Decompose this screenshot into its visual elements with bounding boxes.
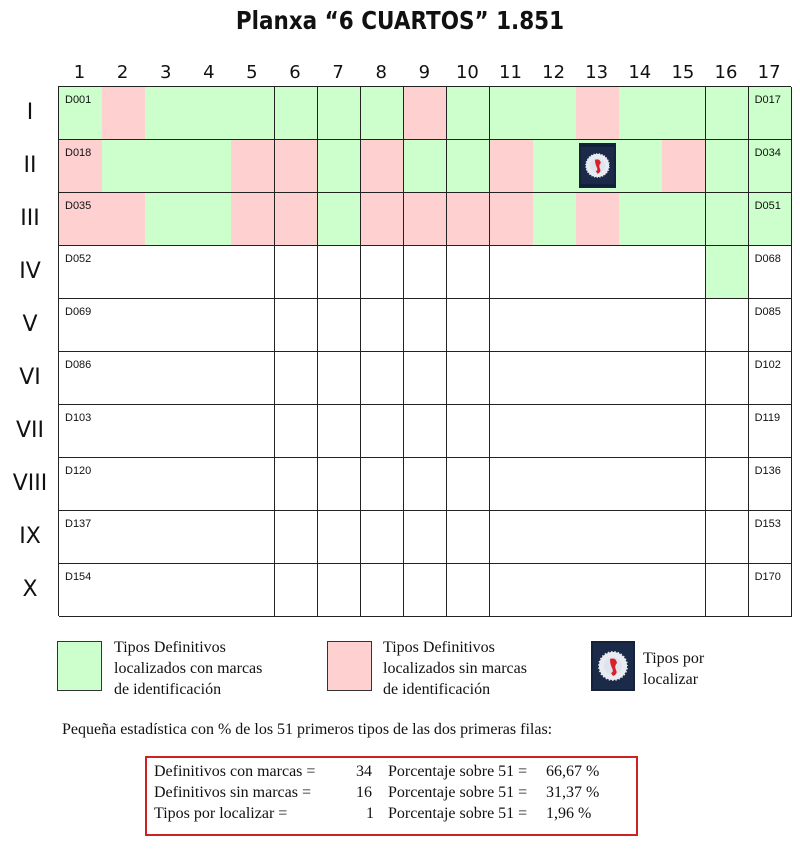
row-last-code: D017 — [754, 94, 781, 106]
grid-cell — [576, 87, 620, 140]
column-number: 9 — [418, 62, 431, 83]
row-first-code: D001 — [65, 94, 92, 106]
grid-cell — [145, 299, 189, 352]
page-title: Planxa “6 CUARTOS” 1.851 — [235, 6, 565, 35]
row-last-code: D170 — [754, 571, 781, 583]
grid-cell — [662, 246, 706, 299]
grid-cell — [576, 140, 620, 193]
grid-cell — [188, 193, 232, 246]
grid-cell — [188, 458, 232, 511]
grid-cell — [102, 564, 146, 617]
row-last-code: D085 — [754, 306, 781, 318]
grid-cell — [576, 405, 620, 458]
grid-cell — [576, 564, 620, 617]
grid-cell — [662, 193, 706, 246]
grid-cell — [533, 352, 577, 405]
grid-cell — [59, 87, 103, 140]
stats-count: 1 — [366, 805, 374, 822]
legend-pink-line2: localizados sin marcas — [383, 660, 527, 677]
grid-cell — [59, 511, 103, 564]
legend-green-text — [114, 637, 262, 700]
grid-cell — [102, 458, 146, 511]
column-number: 13 — [585, 62, 609, 83]
grid-cell — [490, 246, 534, 299]
grid-cell — [706, 564, 750, 617]
grid-cell — [275, 246, 319, 299]
column-number: 4 — [203, 62, 215, 83]
grid-cell — [318, 193, 362, 246]
grid-cell — [490, 352, 534, 405]
grid-cell — [533, 511, 577, 564]
grid-cell — [102, 140, 146, 193]
grid-cell — [231, 299, 275, 352]
grid-cell — [533, 246, 577, 299]
grid-cell — [59, 352, 103, 405]
legend-green-line3: de identificación — [114, 681, 222, 698]
grid-cell — [447, 352, 491, 405]
grid-cell — [231, 564, 275, 617]
grid-cell — [749, 140, 793, 193]
grid-cell — [275, 299, 319, 352]
grid-cell — [490, 299, 534, 352]
legend-green-line2: localizados con marcas — [114, 660, 263, 677]
grid-cell — [706, 458, 750, 511]
grid-cell — [706, 193, 750, 246]
column-number: 1 — [73, 62, 86, 83]
grid-cell — [318, 87, 362, 140]
row-last-code: D102 — [754, 359, 781, 371]
stats-box — [145, 756, 638, 836]
row-last-code: D034 — [754, 147, 781, 159]
grid-cell — [275, 87, 319, 140]
row-last-code: D051 — [754, 200, 781, 212]
grid-cell — [619, 564, 663, 617]
grid-cell — [275, 564, 319, 617]
grid-cell — [662, 511, 706, 564]
grid-cell — [102, 511, 146, 564]
grid-cell — [102, 405, 146, 458]
grid-cell — [404, 140, 448, 193]
grid-cell — [231, 511, 275, 564]
grid-cell — [706, 246, 750, 299]
grid-cell — [576, 193, 620, 246]
column-number: 3 — [159, 62, 172, 83]
grid-cell — [749, 405, 793, 458]
grid-cell — [318, 299, 362, 352]
column-number: 15 — [671, 62, 695, 83]
grid-cell — [231, 352, 275, 405]
grid-cell — [490, 405, 534, 458]
row-first-code: D154 — [65, 571, 92, 583]
grid-cell — [59, 140, 103, 193]
grid-cell — [275, 352, 319, 405]
grid-cell — [361, 299, 405, 352]
grid-cell — [533, 458, 577, 511]
grid-cell — [361, 405, 405, 458]
grid-cell — [318, 458, 362, 511]
row-last-code: D153 — [754, 518, 781, 530]
grid-cell — [447, 246, 491, 299]
grid-cell — [275, 140, 319, 193]
grid-cell — [576, 511, 620, 564]
grid-cell — [145, 87, 189, 140]
grid-cell — [404, 299, 448, 352]
column-number: 10 — [455, 62, 479, 83]
grid-cell — [318, 352, 362, 405]
grid-cell — [619, 458, 663, 511]
grid-cell — [404, 87, 448, 140]
grid-cell — [619, 87, 663, 140]
grid-cell — [361, 193, 405, 246]
grid-cell — [145, 193, 189, 246]
stats-pct-label: Porcentaje sobre 51 = — [388, 784, 528, 801]
grid-cell — [706, 299, 750, 352]
grid-cell — [749, 299, 793, 352]
grid-cell — [59, 564, 103, 617]
grid-cell — [490, 511, 534, 564]
row-label: IV — [19, 259, 41, 284]
grid-cell — [447, 299, 491, 352]
row-last-code: D136 — [754, 465, 781, 477]
grid-cell — [102, 299, 146, 352]
grid-cell — [749, 458, 793, 511]
grid-cell — [749, 564, 793, 617]
grid-cell — [188, 87, 232, 140]
stats-pct-label: Porcentaje sobre 51 = — [388, 805, 528, 822]
grid-cell — [361, 352, 405, 405]
grid-cell — [404, 352, 448, 405]
stats-pct-label: Porcentaje sobre 51 = — [388, 763, 528, 780]
grid-cell — [231, 193, 275, 246]
stats-pct: 1,96 % — [546, 805, 592, 822]
grid-cell — [59, 458, 103, 511]
grid-cell — [102, 352, 146, 405]
row-first-code: D069 — [65, 306, 92, 318]
column-number: 5 — [246, 62, 258, 83]
planxa-grid — [58, 86, 791, 616]
row-last-code: D119 — [754, 412, 781, 424]
grid-cell — [361, 140, 405, 193]
row-first-code: D086 — [65, 359, 92, 371]
grid-cell — [404, 458, 448, 511]
grid-cell — [490, 140, 534, 193]
row-label: VIII — [12, 471, 48, 496]
column-number: 2 — [116, 62, 129, 83]
grid-cell — [275, 193, 319, 246]
grid-cell — [447, 458, 491, 511]
stats-label: Tipos por localizar = — [154, 805, 288, 822]
legend-pink-line1: Tipos Definitivos — [383, 639, 495, 656]
column-number: 6 — [289, 62, 301, 83]
row-label: IX — [19, 524, 41, 549]
grid-cell — [404, 511, 448, 564]
grid-cell — [404, 193, 448, 246]
stats-label: Definitivos sin marcas = — [154, 784, 311, 801]
grid-cell — [662, 405, 706, 458]
grid-cell — [404, 246, 448, 299]
column-number: 16 — [714, 62, 738, 83]
grid-cell — [231, 458, 275, 511]
grid-cell — [662, 140, 706, 193]
row-first-code: D137 — [65, 518, 92, 530]
grid-cell — [275, 511, 319, 564]
legend-pink-line3: de identificación — [383, 681, 491, 698]
grid-cell — [145, 352, 189, 405]
grid-cell — [490, 564, 534, 617]
grid-cell — [318, 511, 362, 564]
grid-cell — [447, 87, 491, 140]
grid-cell — [188, 140, 232, 193]
grid-cell — [706, 140, 750, 193]
grid-cell — [404, 564, 448, 617]
grid-cell — [318, 246, 362, 299]
grid-cell — [275, 458, 319, 511]
row-label: V — [22, 312, 38, 337]
grid-cell — [59, 193, 103, 246]
column-number: 8 — [375, 62, 387, 83]
grid-cell — [447, 140, 491, 193]
grid-cell — [145, 140, 189, 193]
stats-pct: 66,67 % — [546, 763, 600, 780]
row-label: X — [22, 577, 38, 602]
column-number: 14 — [628, 62, 652, 83]
grid-cell — [533, 193, 577, 246]
grid-cell — [533, 299, 577, 352]
grid-cell — [145, 511, 189, 564]
grid-cell — [662, 564, 706, 617]
grid-cell — [533, 87, 577, 140]
grid-cell — [619, 511, 663, 564]
row-first-code: D120 — [65, 465, 92, 477]
grid-cell — [576, 458, 620, 511]
grid-cell — [749, 193, 793, 246]
column-number: 17 — [757, 62, 781, 83]
grid-cell — [231, 87, 275, 140]
grid-cell — [231, 405, 275, 458]
grid-cell — [102, 193, 146, 246]
column-number: 11 — [499, 62, 522, 83]
row-first-code: D103 — [65, 412, 92, 424]
column-number: 12 — [542, 62, 566, 83]
grid-cell — [59, 299, 103, 352]
grid-cell — [102, 87, 146, 140]
grid-cell — [447, 564, 491, 617]
grid-cell — [102, 246, 146, 299]
grid-cell — [706, 405, 750, 458]
grid-cell — [188, 405, 232, 458]
legend-seal-line2: localizar — [643, 671, 699, 688]
seal-icon — [591, 641, 635, 691]
grid-cell — [231, 140, 275, 193]
grid-cell — [361, 246, 405, 299]
grid-cell — [619, 299, 663, 352]
grid-cell — [361, 87, 405, 140]
grid-cell — [318, 140, 362, 193]
grid-cell — [576, 246, 620, 299]
grid-cell — [490, 87, 534, 140]
grid-cell — [188, 299, 232, 352]
row-label: II — [23, 153, 37, 178]
grid-cell — [361, 511, 405, 564]
row-first-code: D035 — [65, 200, 92, 212]
grid-cell — [662, 352, 706, 405]
grid-cell — [662, 458, 706, 511]
grid-cell — [576, 352, 620, 405]
grid-cell — [490, 458, 534, 511]
grid-cell — [662, 299, 706, 352]
grid-cell — [318, 405, 362, 458]
grid-cell — [275, 405, 319, 458]
grid-cell — [59, 405, 103, 458]
grid-cell — [749, 246, 793, 299]
grid-cell — [619, 140, 663, 193]
grid-cell — [706, 352, 750, 405]
legend-seal-line1: Tipos por — [643, 650, 705, 667]
grid-cell — [404, 405, 448, 458]
row-label: VII — [15, 418, 45, 443]
row-last-code: D068 — [754, 253, 781, 265]
grid-cell — [188, 246, 232, 299]
grid-cell — [188, 352, 232, 405]
grid-cell — [145, 405, 189, 458]
grid-cell — [59, 246, 103, 299]
grid-cell — [749, 352, 793, 405]
row-label: III — [20, 206, 40, 231]
row-label: I — [26, 100, 34, 125]
grid-cell — [662, 87, 706, 140]
grid-cell — [749, 511, 793, 564]
legend-seal-text — [643, 648, 704, 690]
grid-cell — [447, 193, 491, 246]
grid-cell — [447, 405, 491, 458]
grid-cell — [145, 458, 189, 511]
grid-cell — [619, 352, 663, 405]
stats-label: Definitivos con marcas = — [154, 763, 316, 780]
grid-cell — [533, 140, 577, 193]
grid-cell — [318, 564, 362, 617]
row-first-code: D052 — [65, 253, 92, 265]
grid-cell — [145, 246, 189, 299]
legend-green-swatch — [57, 641, 102, 691]
seal-icon — [579, 143, 616, 188]
grid-cell — [361, 564, 405, 617]
grid-cell — [749, 87, 793, 140]
grid-cell — [576, 299, 620, 352]
legend-pink-swatch — [327, 641, 372, 691]
stats-pct: 31,37 % — [546, 784, 600, 801]
row-first-code: D018 — [65, 147, 92, 159]
grid-cell — [706, 87, 750, 140]
grid-cell — [619, 405, 663, 458]
grid-cell — [619, 246, 663, 299]
grid-cell — [361, 458, 405, 511]
grid-cell — [490, 193, 534, 246]
stats-count: 16 — [356, 784, 372, 801]
row-label: VI — [19, 365, 41, 390]
stats-intro: Pequeña estadística con % de los 51 primeros tipos de las dos primeras filas: — [62, 721, 553, 738]
grid-cell — [447, 511, 491, 564]
legend-green-line1: Tipos Definitivos — [114, 639, 226, 656]
column-number: 7 — [332, 62, 344, 83]
grid-cell — [231, 246, 275, 299]
grid-cell — [706, 511, 750, 564]
legend-pink-text — [383, 637, 527, 700]
grid-cell — [619, 193, 663, 246]
stats-count: 34 — [356, 763, 372, 780]
grid-cell — [533, 405, 577, 458]
grid-cell — [533, 564, 577, 617]
grid-cell — [188, 511, 232, 564]
grid-cell — [188, 564, 232, 617]
grid-cell — [145, 564, 189, 617]
